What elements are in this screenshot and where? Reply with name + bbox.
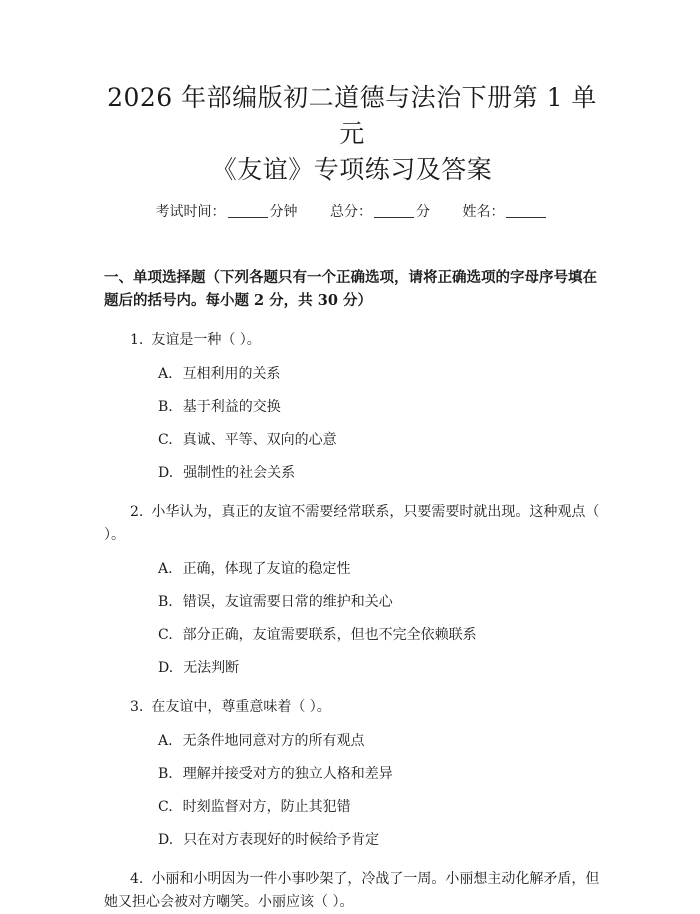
question-number: 1. [130,332,144,348]
option-letter: A. [158,733,173,749]
section-heading: 一、单项选择题（下列各题只有一个正确选项，请将正确选项的字母序号填在题后的括号内。每小题 2 分，共 30 分） [104,269,597,309]
option-letter: A. [158,561,173,577]
exam-time-blank [228,203,268,218]
option [104,396,600,418]
option-letter: B. [158,594,173,610]
exam-meta [104,202,600,222]
exam-time [156,204,298,220]
total-score-label: 总分： [330,204,372,220]
option [104,591,600,613]
option [104,730,600,752]
option-letter: B. [158,399,173,415]
option-text: 基于利益的交换 [182,399,281,415]
question-text: 小华认为，真正的友谊不需要经常联系，只要需要时就出现。这种观点（ ）。 [104,504,600,543]
option-text: 部分正确，友谊需要联系，但也不完全依赖联系 [182,627,477,643]
question-number: 4. [130,871,144,887]
option [104,462,600,484]
question [104,868,600,914]
option-text: 无条件地同意对方的所有观点 [182,733,365,749]
total-score-blank [374,203,414,218]
option-text: 错误，友谊需要日常的维护和关心 [182,594,393,610]
name-blank [506,203,546,218]
question-number: 3. [130,699,144,715]
option [104,624,600,646]
option-text: 时刻监督对方，防止其犯错 [182,799,351,815]
title-line-2: 《友谊》专项练习及答案 [211,155,493,184]
name-label: 姓名： [462,204,505,220]
exam-time-label: 考试时间： [155,204,226,220]
option [104,558,600,580]
question [104,501,600,547]
question-text: 小丽和小明因为一件小事吵架了，冷战了一周。小丽想主动化解矛盾，但她又担心会被对方嘲笑。小丽应该（ ）。 [104,871,600,910]
title-line-1: 2026 年部编版初二道德与法治下册第 1 单元 [107,83,597,148]
option-text: 强制性的社会关系 [183,465,296,481]
option-letter: D. [158,660,174,676]
option-text: 正确，体现了友谊的稳定性 [182,561,351,577]
question-text: 在友谊中，尊重意味着（ ）。 [151,699,331,715]
option-text: 理解并接受对方的独立人格和差异 [182,766,393,782]
option-letter: C. [158,627,173,643]
exam-time-unit: 分钟 [269,204,298,220]
option-text: 只在对方表现好的时候给予肯定 [183,832,380,848]
question-number: 2. [130,504,144,520]
option-text: 无法判断 [183,660,240,676]
option-text: 互相利用的关系 [182,366,281,382]
option-letter: A. [158,366,173,382]
option-letter: B. [158,766,173,782]
total-score-unit: 分 [416,204,430,220]
option-letter: C. [158,432,173,448]
option [104,829,600,851]
option [104,363,600,385]
question [104,696,600,719]
option [104,429,600,451]
option [104,763,600,785]
question-text: 友谊是一种（ ）。 [151,332,261,348]
option-letter: D. [158,832,174,848]
option [104,796,600,818]
question [104,329,600,352]
total-score [330,204,430,220]
document-title [104,0,600,188]
option [104,657,600,679]
option-letter: D. [158,465,174,481]
student-name [462,204,548,220]
option-letter: C. [158,799,173,815]
option-text: 真诚、平等、双向的心意 [182,432,337,448]
